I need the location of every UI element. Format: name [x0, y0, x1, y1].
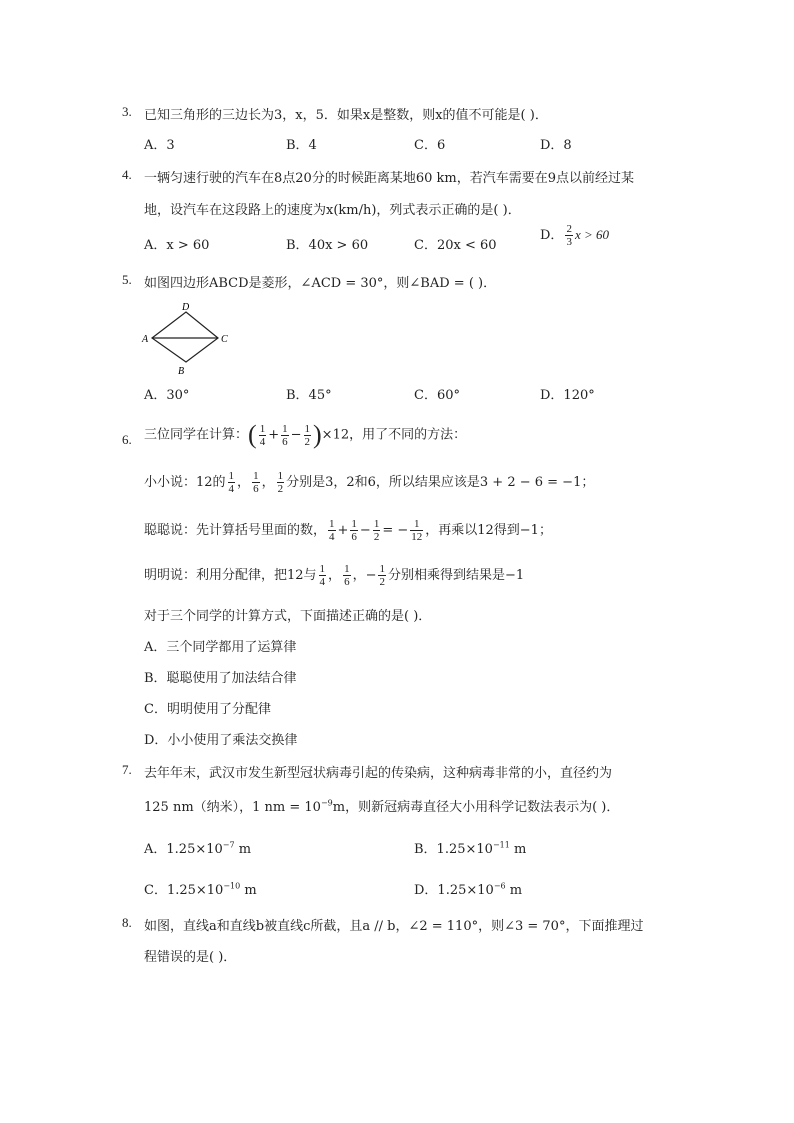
option-b: B．45° — [286, 388, 332, 403]
option-b: B．4 — [286, 138, 317, 153]
question-prompt: 对于三个同学的计算方式，下面描述正确的是( )． — [144, 609, 432, 624]
option-a-exp: −7 — [222, 840, 235, 850]
vertex-label-d: D — [182, 302, 190, 313]
congcong-statement: 聪聪说：先计算括号里面的数， $\frac{1}{4}$ + $\frac{1}{6}$ − $\frac{1}{2}$ = − $\frac{1}{12}$ ，再乘以12得到−1； — [144, 518, 552, 543]
vertex-label-b: B — [178, 366, 185, 374]
option-d — [540, 223, 609, 248]
fraction-two-thirds: $\frac{2}{3}$ — [566, 223, 572, 248]
question-number: 7. — [122, 762, 132, 777]
option-b-exp: −11 — [492, 840, 510, 850]
option-d-label: D．1.25×10 — [414, 883, 494, 898]
option-a: A．30° — [144, 388, 190, 403]
question-text-line-1: 一辆匀速行驶的汽车在8点20分的时候距离某地60 km，若汽车需要在9点以前经过某 — [144, 171, 634, 186]
option-c: C．60° — [414, 388, 460, 403]
question-number: 3. — [122, 104, 132, 119]
question-intro: 三位同学在计算：( $\frac{1}{4}$ + $\frac{1}{6}$ − $\frac{1}{2}$ )×12，用了不同的方法： — [144, 420, 467, 449]
option-a: A．3 — [144, 138, 175, 153]
option-a-unit: m — [234, 842, 252, 857]
mingming-prefix: 明明说：利用分配律，把12与 — [144, 568, 317, 583]
question-text-line-2 — [144, 796, 619, 815]
question-text-line-1: 如图，直线a和直线b被直线c所截，且a // b，∠2 = 110°，则∠3 = 70°，下面推理过 — [144, 919, 644, 934]
option-d-exp: −6 — [493, 881, 506, 891]
choice-a: A．三个同学都用了运算律 — [144, 640, 297, 655]
option-d — [414, 879, 522, 898]
congcong-suffix: ，再乘以12得到−1； — [425, 523, 552, 538]
question-text: 如图四边形ABCD是菱形，∠ACD = 30°，则∠BAD = ( )． — [144, 276, 497, 291]
option-d: D．8 — [540, 138, 572, 153]
mingming-suffix: 分别相乘得到结果是−1 — [387, 568, 525, 583]
question-text-line-2: 地，设汽车在这段路上的速度为x(km/h)，列式表示正确的是( )． — [144, 203, 521, 218]
line2-part-b: m，则新冠病毒直径大小用科学记数法表示为( )． — [332, 800, 620, 815]
option-c — [144, 879, 257, 898]
vertex-label-c: C — [221, 334, 228, 345]
congcong-prefix: 聪聪说：先计算括号里面的数， — [144, 523, 327, 538]
option-b: B．40x > 60 — [286, 238, 369, 253]
question-8 — [122, 915, 694, 975]
exponent: −9 — [320, 798, 333, 808]
choice-c: C．明明使用了分配律 — [144, 702, 271, 717]
option-a-label: A．1.25×10 — [144, 842, 223, 857]
question-text-line-2: 程错误的是( )． — [144, 950, 237, 965]
option-b — [414, 838, 526, 857]
line2-part-a: 125 nm（纳米），1 nm = 10 — [144, 800, 321, 815]
option-a: A．x > 60 — [144, 238, 210, 253]
question-number: 5. — [122, 272, 132, 287]
question-4 — [122, 167, 694, 257]
option-c-label: C．1.25×10 — [144, 883, 224, 898]
mingming-statement: 明明说：利用分配律，把12与 $\frac{1}{4}$ ， $\frac{1}{6}$ ，− $\frac{1}{2}$ 分别相乘得到结果是−1 — [144, 563, 525, 588]
option-a — [144, 838, 251, 857]
xiaoxiao-statement: 小小说：12的 $\frac{1}{4}$ ， $\frac{1}{6}$ ， $\frac{1}{2}$ 分别是3，2和6，所以结果应该是3 + 2 − 6 = −1； — [144, 470, 595, 495]
vertex-label-a: A — [142, 334, 149, 345]
option-b-unit: m — [509, 842, 527, 857]
option-d-unit: m — [505, 883, 523, 898]
question-text-line-1: 去年年末，武汉市发生新型冠状病毒引起的传染病，这种病毒非常的小，直径约为 — [144, 766, 613, 781]
xiaoxiao-prefix: 小小说：12的 — [144, 475, 226, 490]
option-c-unit: m — [240, 883, 257, 898]
option-c: C．6 — [414, 138, 446, 153]
option-c-exp: −10 — [223, 881, 241, 891]
option-d: D．120° — [540, 388, 595, 403]
option-d-label: D． — [540, 228, 564, 243]
rhombus-diagram — [140, 302, 240, 374]
question-text: 已知三角形的三边长为3，x，5．如果x是整数，则x的值不可能是( )． — [144, 108, 548, 123]
intro-text: 三位同学在计算： — [144, 427, 249, 443]
option-b-label: B．1.25×10 — [414, 842, 493, 857]
option-c: C．20x < 60 — [414, 238, 497, 253]
xiaoxiao-suffix: 分别是3，2和6，所以结果应该是3 + 2 − 6 = −1； — [286, 475, 595, 490]
question-3 — [122, 104, 694, 154]
question-number: 4. — [122, 167, 132, 182]
option-d-expr: x > 60 — [574, 227, 609, 242]
choice-d: D．小小使用了乘法交换律 — [144, 733, 298, 748]
question-number: 8. — [122, 915, 132, 930]
question-6 — [122, 420, 694, 750]
question-number: 6. — [122, 432, 132, 447]
choice-b: B．聪聪使用了加法结合律 — [144, 671, 297, 686]
intro-suffix: ×12，用了不同的方法： — [321, 427, 467, 443]
question-7 — [122, 762, 694, 898]
question-5 — [122, 272, 694, 402]
